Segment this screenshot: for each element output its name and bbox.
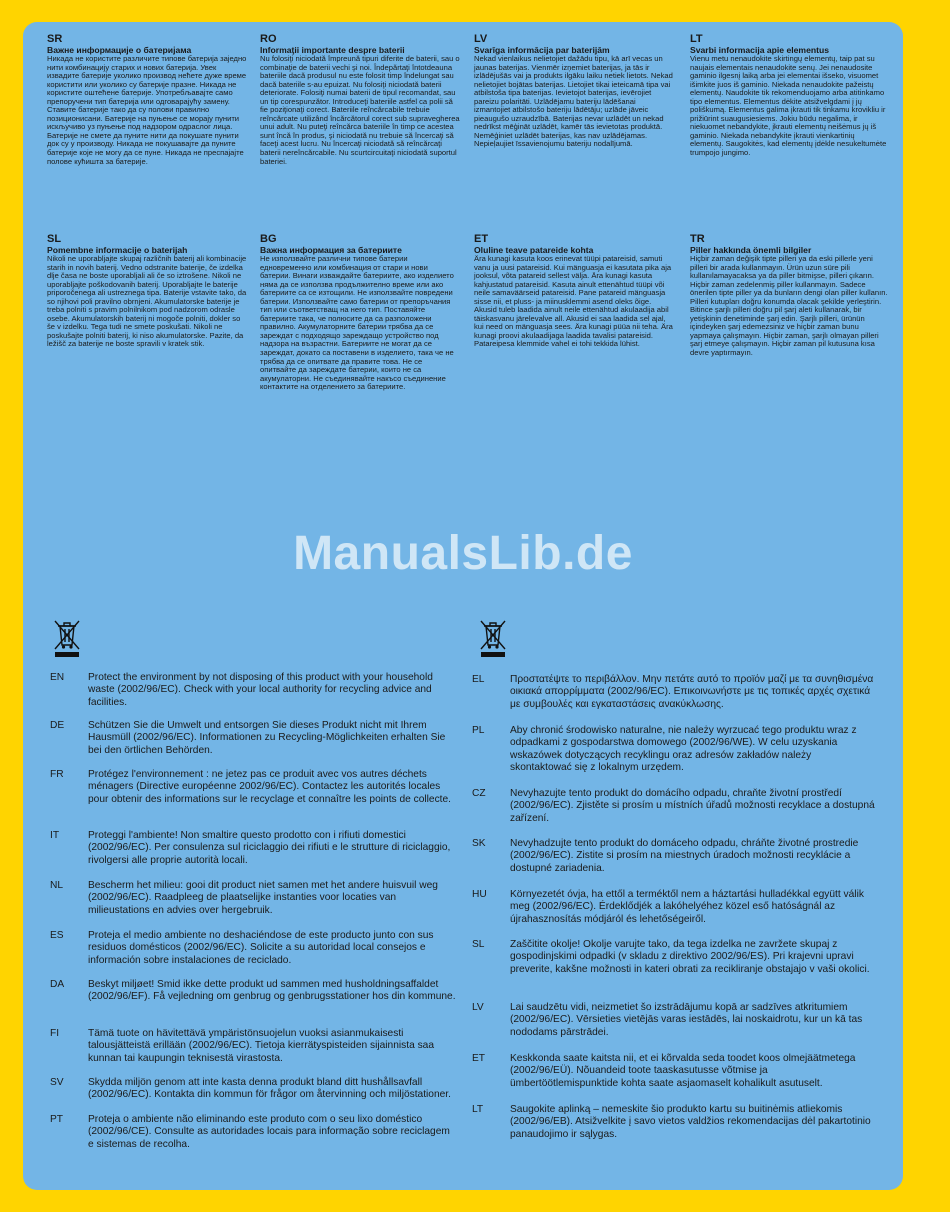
- section-body: Vienu metu nenaudokite skirtingų elementų, taip pat su naujais elementais nenaudokite senų. Jei nenaudosite gaminio ilgesnį laiką arba jei elementai išseko, visuomet išimkite juos iš gaminio. Niekada nenaudokite pažeistų elementų. Naudokite tik rekomenduojamo arba atitinkamo tipo elementus. Elementus dėkite atsižvelgdami į jų poliškumą. Elementus galima įkrauti tik tinkamu krovikliu ir prižiūrint suaugusiesiems. Jokiu būdu negalima, ir niekuomet nebandykite, įkrauti elementų neišėmus jų iš gaminio. Niekada nebandykite įkrauti vienkartinių elementų. Saugokitės, kad elementų įdėkle nesukeltumėte trumpojo jungimo.: [690, 54, 887, 158]
- weee-text: Proteja el medio ambiente no deshaciéndose de este producto junto con sus residuos domésticos (2002/96/EC). Solicite a su autoridad local consejos e información sobre instalaciones de reciclado.: [88, 930, 434, 966]
- section-title: Piller hakkında önemli bilgiler: [690, 245, 812, 255]
- weee-text: Keskkonda saate kaitsta nii, et ei kõrvalda seda toodet koos olmejäätmetega (2002/96/EÜ). Nõuandeid toote taaskasutusse võtmise ja ümbertöötlemispunktide kohta saate asjaomaselt kohalikult asutuselt.: [510, 1053, 856, 1089]
- battery-info-tr: [690, 233, 890, 358]
- weee-text: Lai saudzētu vidi, neizmetiet šo izstrādājumu kopā ar sadzīves atkritumiem (2002/96/EC). Vērsieties vietējās varas iestādēs, lai noskaidrotu, kur un kā tas nododams pārstrādei.: [510, 1002, 863, 1038]
- weee-text: Tämä tuote on hävitettävä ympäristönsuojelun vuoksi asianmukaisesti talousjätteistä erillään (2002/96/EC). Tietoja kierrätyspisteiden sijainnista saa kunnan tai kaupungin teknisestä virastosta.: [88, 1028, 434, 1064]
- section-title: Informaţii importante despre baterii: [260, 45, 405, 55]
- section-title: Pomembne informacije o baterijah: [47, 245, 188, 255]
- lang-code: HU: [472, 889, 487, 900]
- crossed-out-bin-icon: [52, 618, 82, 660]
- lang-code: ET: [472, 1053, 486, 1064]
- lang-code: EN: [50, 672, 65, 683]
- weee-text: Προστατέψτε το περιβάλλον. Μην πετάτε αυτό το προϊόν μαζί με τα συνηθισμένα οικιακά απορρίμματα (2002/96/EC). Επικοινωνήστε με τις τοπικές αρχές σχετικά με συμβουλές και εγκαταστάσεις ανακύκλωσης.: [510, 674, 874, 710]
- lang-code: LV: [474, 33, 488, 45]
- section-body: Nikoli ne uporabljajte skupaj različnih baterij ali kombinacije starih in novih baterij. Vedno odstranite baterije, če izdelka dlje časa ne boste uporabljali ali če so iztrošene. Nikoli ne uporabljajte poškodovanih baterij. Uporabljajte le baterije priporočenega ali ustreznega tipa. Baterije vstavite tako, da so njihovi poli pravilno obrnjeni. Akumulatorske baterije je treba polniti s pravim polnilnikom pod nadzorom odrasle osebe. Akumulatorskih baterij ni mogoče polniti, dokler so še v izdelku. Tega tudi ne smete poskušati. Nikoli ne poskušajte polniti baterij, ki niso akumulatorske. Pazite, da ležišč za baterije ne boste spravili v kratek stik.: [47, 254, 247, 349]
- battery-info-lv: [474, 33, 674, 149]
- lang-code: SL: [47, 233, 62, 245]
- section-title: Oluline teave patareide kohta: [474, 245, 594, 255]
- section-title: Важна информация за батериите: [260, 245, 402, 255]
- battery-info-ro: [260, 33, 460, 166]
- lang-code: DA: [50, 979, 65, 990]
- weee-text: Környezetét óvja, ha ettől a terméktől nem a háztartási hulladékkal együtt válik meg (2002/96/EC). Érdeklődjék a lakóhelyéhez közel eső hatóságnál az újrahasznosítás módjáról és lehetőségeiről.: [510, 889, 864, 925]
- crossed-out-bin-icon: [478, 618, 508, 660]
- weee-text: Bescherm het milieu: gooi dit product niet samen met het andere huisvuil weg (2002/96/EC). Raadpleeg de plaatselijke instanties voor locaties van milieustations en advies over hergebruik.: [88, 880, 438, 916]
- weee-text: Protégez l'environnement : ne jetez pas ce produit avec vos autres déchets ménagers (Directive européenne 2002/96/EC). Contactez les autorités locales pour obtenir des informations sur le recyclage et connaître les points de collecte.: [88, 769, 451, 805]
- section-body: Ära kunagi kasuta koos erinevat tüüpi patareisid, samuti vanu ja uusi patareisid. Kui mänguasja ei kasutata pika aja jooksul, võta patareid sellest välja. Ära kunagi kasuta kahjustatud patareisid. Kasuta ainult ettenähtud tüüpi või neile samaväärseid patareisid. Pane patareid mänguasja sisse nii, et pluss- ja miinusklemmi asend oleks õige. Akusid tuleb laadida ainult neile ettenähtud akulaadija abil täiskasvanu järelevalve all. Akusid ei saa laadida sel ajal, kui need on mänguasja sees. Ära kunagi püüa nii teha. Ära kunagi proovi akulaadijaga laadida tavalisi patareisid. Patareipesa klemmide vahel ei tohi tekkida lühist.: [474, 254, 673, 349]
- watermark: ManualsLib.de: [293, 527, 633, 580]
- lang-code: EL: [472, 674, 485, 685]
- section-title: Важне информације о батеријама: [47, 45, 192, 55]
- weee-text: Saugokite aplinką – nemeskite šio produkto kartu su buitinėmis atliekomis (2002/96/EB). Atsižvelkite į savo vietos valdžios rekomendacijas dėl pakartotinio panaudojimo ir sąlygas.: [510, 1104, 871, 1140]
- lang-code: IT: [50, 830, 60, 841]
- battery-info-sl: [47, 233, 247, 349]
- weee-text: Zaščitite okolje! Okolje varujte tako, da tega izdelka ne zavržete skupaj z gospodinjskimi odpadki (v skladu z direktivo 2002/96/ES). Pri krajevni upravi preverite, kakšne možnosti in kateri obrati za recikliranje obstajajo v vaši okolici.: [510, 939, 870, 975]
- lang-code: SK: [472, 838, 486, 849]
- lang-code: LV: [472, 1002, 484, 1013]
- lang-code: SV: [50, 1077, 64, 1088]
- lang-code: SL: [472, 939, 485, 950]
- weee-text: Beskyt miljøet! Smid ikke dette produkt ud sammen med husholdningsaffaldet (2002/96/EF). Få vejledning om genbrug og genbrugsstationer hos din kommune.: [88, 979, 456, 1003]
- lang-code: LT: [472, 1104, 484, 1115]
- lang-code: BG: [260, 233, 277, 245]
- lang-code: CZ: [472, 788, 486, 799]
- weee-text: Aby chronić środowisko naturalne, nie należy wyrzucać tego produktu wraz z odpadkami z gospodarstwa domowego (2002/96/WE). W celu uzyskania wskazówek dotyczących recyklingu oraz adresów zakładów należy skontaktować się z lokalnym urzędem.: [510, 725, 857, 774]
- lang-code: FR: [50, 769, 64, 780]
- lang-code: TR: [690, 233, 705, 245]
- lang-code: NL: [50, 880, 64, 891]
- lang-code: RO: [260, 33, 277, 45]
- weee-text: Proteggi l'ambiente! Non smaltire questo prodotto con i rifiuti domestici (2002/96/EC). Per consulenza sul riciclaggio dei rifiuti e le strutture di riciclaggio, rivolgersi alle proprie autorità locali.: [88, 830, 451, 866]
- lang-code: PL: [472, 725, 485, 736]
- weee-text: Nevyhazujte tento produkt do domácího odpadu, chraňte životní prostředí (2002/96/EC). Zjistěte si prosím u místních úřadů možnosti recyklace a dostupná zařízení.: [510, 788, 875, 824]
- section-body: Никада не користите различите типове батерија заједно нити комбинацију старих и нових батерија. Увек извадите батерије уколико производ нећете дуже време користити или уколико су батерије празне. Никада не користите оштећене батерије. Употребљавајте само препоручени тип батерија или одговарајућу замену. Ставите батерије тако да су полови правилно позиционисани. Батерије на пуњење се морају пунити искључиво уз пуњење под надзором одраслог лица. Батерије не смете да пуните нити да покушате пунити док су у производу. Никада не покушавајте да пуните батерије које не могу да се пуне. Никада не преспајајте полове кућишта за батерије.: [47, 54, 247, 166]
- weee-text: Schützen Sie die Umwelt und entsorgen Sie dieses Produkt nicht mit Ihrem Hausmüll (2002/96/EC). Informationen zu Recycling-Möglichkeiten erhalten Sie bei den örtlichen Behörden.: [88, 720, 446, 756]
- lang-code: ES: [50, 930, 64, 941]
- lang-code: ET: [474, 233, 489, 245]
- lang-code: DE: [50, 720, 65, 731]
- weee-text: Protect the environment by not disposing of this product with your household waste (2002/96/EC). Check with your local authority for recycling advice and facilities.: [88, 672, 433, 708]
- section-body: Не използвайте различни типове батерии едновременно или комбинация от стари и нови батерии. Винаги изваждайте батериите, ако изделието няма да се използва продължително време или ако батериите са се изтощили. Не използвайте повредени батерии. Използвайте само батерии от препоръчания тип или съответстващ на него тип. Поставяйте батериите така, че полюсите да са разположени правилно. Акумулаторните батерии трябва да се зареждат с подходящо зареждащо устройство под надзора на възрастни. Батериите не могат да се зареждат, докато са поставени в изделието, така че не трябва да се опитвате да правите това. Не се опитвайте да зареждате батерии, които не са акумулаторни. Не съединявайте накъсо съединение контактите на отделението за батериите.: [260, 254, 454, 392]
- lang-code: SR: [47, 33, 63, 45]
- lang-code: LT: [690, 33, 703, 45]
- weee-text: Nevyhadzujte tento produkt do domáceho odpadu, chráňte životné prostredie (2002/96/EC). Zistite si prosím na miestnych úradoch možnosti recyklácie a dostupné zariadenia.: [510, 838, 859, 874]
- lang-code: FI: [50, 1028, 60, 1039]
- battery-info-sr: [47, 33, 247, 166]
- battery-info-et: [474, 233, 674, 349]
- battery-info-lt: [690, 33, 890, 158]
- section-body: Hiçbir zaman değişik tipte pilleri ya da eski pillerle yeni pilleri bir arada kullanmayın. Ürün uzun süre pili kullanılamayacaksa ya da piller bitmişse, pilleri çıkarın. Hiçbir zaman zedelenmiş piller kullanmayın. Sadece önerilen tipte piller ya da bunların dengi olan piller kullanın. Pilleri kutupları doğru konumda olacak şekilde yerleştirin. Bitince şarjlı pilleri doğru pil şarj aleti kullanarak, bir yetişkinin denetiminde şarj edin. Şarjlı pilleri, ürünün içindeyken şarj edemezsiniz ve hiçbir zaman bunu yapmaya çalışmayın. Hiçbir zaman, şarjlı olmayan pilleri şarj etmeye çalışmayın. Hiçbir zaman pil kutusuna kısa devre yaptırmayın.: [690, 254, 888, 358]
- section-body: Nekad vienlaikus nelietojiet dažādu tipu, kā arī vecas un jaunas baterijas. Vienmēr izņemiet baterijas, ja tās ir izlādējušās vai ja produkts ilgāku laiku netiek lietots. Nekad nelietojiet bojātas baterijas. Lietojiet tikai ieteicamā tipa vai atbilstoša tipa baterijas. Ievietojot baterijas, ievērojiet pareizu polaritāti. Uzlādējamu bateriju lādēšanai izmantojiet atbilstošo bateriju lādētāju; uzlāde jāveic pieaugušo uzraudzībā. Baterijas nevar uzlādēt un nekad nedrīkst mēģināt uzlādēt, kamēr tās ievietotas produktā. Nemēģiniet uzlādēt baterijas, kas nav uzlādējamas. Nepieļaujiet īssavienojumu bateriju nodalījumā.: [474, 54, 673, 149]
- battery-info-bg: [260, 233, 460, 392]
- weee-text: Proteja o ambiente não eliminando este produto com o seu lixo doméstico (2002/96/CE). Consulte as autoridades locais para informação sobre reciclagem e sistemas de recolha.: [88, 1114, 450, 1150]
- lang-code: PT: [50, 1114, 64, 1125]
- weee-text: Skydda miljön genom att inte kasta denna produkt bland ditt hushållsavfall (2002/96/EC). Kontakta din kommun för frågor om återvinning och miljöstationer.: [88, 1077, 451, 1101]
- info-panel: [23, 22, 903, 1190]
- section-body: Nu folosiţi niciodată împreună tipuri diferite de baterii, sau o combinaţie de baterii vechi şi noi. Îndepărtaţi întotdeauna bateriile dacă produsul nu este folosit timp îndelungat sau dacă bateriile s-au epuizat. Nu folosiţi niciodată baterii deteriorate. Folosiţi numai baterii de tipul recomandat, sau un tip corespunzător. Introduceţi bateriile astfel ca polii să fie poziţionaţi corect. Bateriile reîncărcabile trebuie reîncărcate utilizând încărcătorul corect sub supravegherea unui adult. Nu puteţi reîncărca bateriile în timp ce acestea sunt încă în produs, şi niciodată nu trebuie să încercaţi să faceţi acest lucru. Nu încercaţi niciodată să reîncărcaţi baterii nereîncărcabile. Nu scurtcircuitaţi niciodată suportul bateriei.: [260, 54, 460, 166]
- section-title: Svarīga informācija par baterijām: [474, 45, 610, 55]
- section-title: Svarbi informacija apie elementus: [690, 45, 829, 55]
